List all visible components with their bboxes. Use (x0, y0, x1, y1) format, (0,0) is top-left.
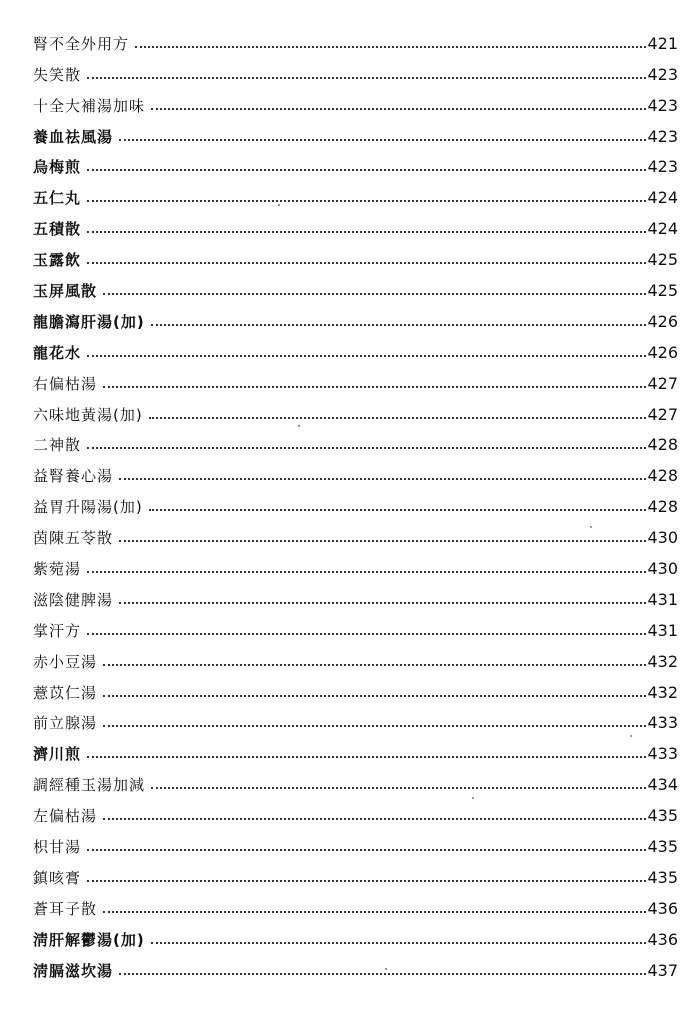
toc-entry-title: 腎不全外用方 (33, 34, 130, 53)
toc-entry-title: 濟川煎 (33, 745, 82, 764)
toc-entry-page-number: 436 (647, 929, 678, 949)
scan-speck (385, 968, 387, 970)
toc-entry-page-number: 433 (647, 744, 678, 764)
toc-entry (33, 794, 678, 825)
scan-speck (630, 735, 632, 737)
dot-leader (87, 77, 646, 79)
toc-entry (33, 949, 678, 980)
toc-entry-title: 紫菀湯 (33, 560, 82, 579)
dot-leader (103, 293, 646, 295)
toc-entry (33, 485, 678, 516)
toc-entry-page-number: 426 (647, 342, 678, 362)
toc-entry-page-number: 423 (647, 157, 678, 177)
scan-speck (590, 526, 592, 528)
toc-entry-title: 前立腺湯 (33, 714, 98, 733)
dot-leader (87, 880, 646, 882)
toc-entry-page-number: 423 (647, 64, 678, 84)
toc-entry-page-number: 435 (647, 837, 678, 857)
toc-entry-title: 蒼耳子散 (33, 899, 98, 918)
toc-entry (33, 918, 678, 949)
toc-entry-page-number: 421 (647, 33, 678, 53)
toc-entry (33, 516, 678, 547)
dot-leader (135, 46, 646, 48)
toc-entry-page-number: 433 (647, 713, 678, 733)
toc-entry-title: 十全大補湯加味 (33, 96, 146, 115)
toc-entry (33, 609, 678, 640)
dot-leader (119, 139, 646, 141)
toc-entry-page-number: 431 (647, 620, 678, 640)
toc-entry (33, 115, 678, 146)
dot-leader (151, 324, 647, 326)
dot-leader (119, 973, 646, 975)
toc-entry-page-number: 432 (647, 651, 678, 671)
toc-entry-title: 滋陰健脾湯 (33, 590, 114, 609)
dot-leader (87, 169, 646, 171)
dot-leader (151, 108, 646, 110)
toc-entry (33, 207, 678, 238)
dot-leader (87, 231, 646, 233)
toc-entry-page-number: 424 (647, 188, 678, 208)
toc-entry (33, 146, 678, 177)
toc-entry-page-number: 428 (647, 466, 678, 486)
dot-leader (103, 818, 646, 820)
toc-entry-page-number: 430 (647, 559, 678, 579)
toc-entry-title: 五積散 (33, 220, 82, 239)
toc-entry-title: 右偏枯湯 (33, 374, 98, 393)
dot-leader (87, 756, 646, 758)
toc-entry (33, 763, 678, 794)
toc-entry (33, 84, 678, 115)
dot-leader (151, 787, 646, 789)
dot-leader (103, 911, 646, 913)
toc-entry-title: 二神散 (33, 436, 82, 455)
dot-leader (87, 633, 646, 635)
toc-entry-page-number: 430 (647, 528, 678, 548)
dot-leader (87, 849, 646, 851)
toc-entry (33, 640, 678, 671)
toc-entry-page-number: 432 (647, 682, 678, 702)
toc-entry-title: 龍膽瀉肝湯(加) (33, 312, 145, 331)
toc-entry (33, 362, 678, 393)
toc-entry (33, 856, 678, 887)
toc-entry-page-number: 428 (647, 497, 678, 517)
toc-entry-page-number: 427 (647, 404, 678, 424)
dot-leader (87, 200, 646, 202)
dot-leader (87, 571, 646, 573)
toc-entry-page-number: 435 (647, 867, 678, 887)
toc-entry (33, 22, 678, 53)
toc-entry-title: 龍花水 (33, 343, 82, 362)
dot-leader (119, 478, 646, 480)
toc-entry-title: 左偏枯湯 (33, 807, 98, 826)
toc-entry-title: 掌汗方 (33, 621, 82, 640)
dot-leader (119, 602, 646, 604)
toc-entry (33, 454, 678, 485)
toc-entry-page-number: 425 (647, 250, 678, 270)
toc-entry-page-number: 423 (647, 95, 678, 115)
toc-entry-title: 茵陳五苓散 (33, 529, 114, 548)
toc-entry (33, 887, 678, 918)
toc-entry-page-number: 428 (647, 435, 678, 455)
toc-entry (33, 238, 678, 269)
toc-entry-title: 鎮咳膏 (33, 868, 82, 887)
toc-entry (33, 300, 678, 331)
toc-entry-title: 調經種玉湯加減 (33, 776, 146, 795)
toc-entry (33, 424, 678, 455)
dot-leader (103, 664, 646, 666)
dot-leader (149, 509, 647, 511)
toc-entry-title: 淸膈滋坎湯 (33, 961, 114, 980)
dot-leader (119, 540, 646, 542)
toc-entry-title: 五仁丸 (33, 189, 82, 208)
dot-leader (103, 695, 646, 697)
toc-entry-page-number: 437 (647, 960, 678, 980)
toc-entry-page-number: 435 (647, 806, 678, 826)
toc-entry-title: 玉露飲 (33, 251, 82, 270)
toc-entry (33, 331, 678, 362)
dot-leader (151, 942, 647, 944)
toc-entry-page-number: 431 (647, 589, 678, 609)
toc-entry-title: 薏苡仁湯 (33, 683, 98, 702)
toc-entry-page-number: 424 (647, 219, 678, 239)
toc-entry-page-number: 425 (647, 281, 678, 301)
toc-entry (33, 732, 678, 763)
toc-entry-title: 枳甘湯 (33, 838, 82, 857)
dot-leader (87, 447, 646, 449)
toc-entry-title: 淸肝解鬱湯(加) (33, 930, 145, 949)
toc-entry (33, 671, 678, 702)
toc-entry-title: 赤小豆湯 (33, 652, 98, 671)
toc-entry-page-number: 426 (647, 311, 678, 331)
toc-entry (33, 393, 678, 424)
table-of-contents (33, 22, 678, 980)
dot-leader (103, 725, 646, 727)
dot-leader (149, 417, 647, 419)
toc-entry-title: 玉屏風散 (33, 282, 98, 301)
dot-leader (103, 386, 646, 388)
toc-entry-page-number: 423 (647, 126, 678, 146)
toc-entry-title: 六味地黃湯(加) (33, 405, 143, 424)
scan-speck (278, 204, 280, 206)
toc-entry (33, 176, 678, 207)
toc-entry-page-number: 436 (647, 898, 678, 918)
toc-entry (33, 702, 678, 733)
scan-speck (298, 425, 300, 427)
toc-entry-title: 烏梅煎 (33, 158, 82, 177)
toc-entry-title: 益胃升陽湯(加) (33, 498, 143, 517)
dot-leader (87, 262, 646, 264)
toc-entry-page-number: 434 (647, 775, 678, 795)
toc-entry-title: 益腎養心湯 (33, 467, 114, 486)
toc-entry (33, 269, 678, 300)
toc-entry-title: 養血祛風湯 (33, 127, 114, 146)
toc-entry-title: 失笑散 (33, 65, 82, 84)
toc-entry (33, 53, 678, 84)
scan-speck (472, 797, 474, 799)
toc-entry (33, 578, 678, 609)
toc-entry (33, 825, 678, 856)
toc-entry (33, 547, 678, 578)
dot-leader (87, 355, 646, 357)
toc-entry-page-number: 427 (647, 373, 678, 393)
